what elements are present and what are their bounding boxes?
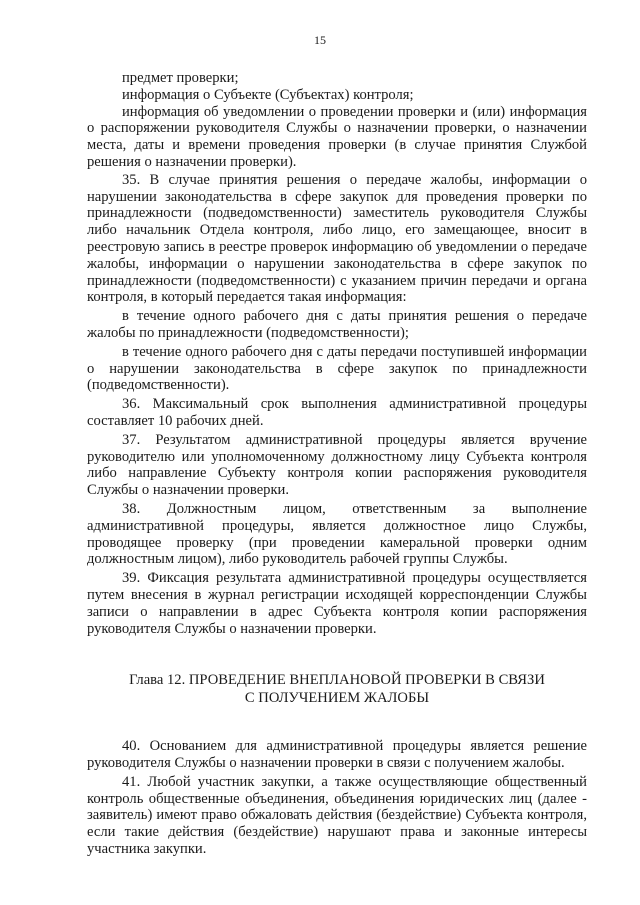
list-item-notification-info: информация об уведомлении о проведении проверки и (или) информация о распоряжении руководителя Службы о назначении проверки, о назначении места, даты и времени проведения проверки (в случае принятия Службой решения о назначении проверки). (87, 103, 587, 170)
list-item-subject: предмет проверки; (122, 70, 239, 86)
paragraph-40: 40. Основанием для административной процедуры является решение руководителя Службы о назначении проверки в связи с получением жалобы. (87, 738, 587, 772)
paragraph-38: 38. Должностным лицом, ответственным за выполнение административной процедуры, является должностное лицо Службы, проводящее проверку (при проведении камеральной проверки одним должностным лицом), либо руководитель рабочей группы Службы. (87, 500, 587, 568)
paragraph-35-item-2: в течение одного рабочего дня с даты передачи поступившей информации о нарушении законодательства в сфере закупок по принадлежности (подведомственности). (87, 343, 587, 394)
chapter-heading-line-1: Глава 12. ПРОВЕДЕНИЕ ВНЕПЛАНОВОЙ ПРОВЕРКИ В СВЯЗИ (129, 672, 545, 689)
paragraph-39: 39. Фиксация результата административной процедуры осуществляется путем внесения в журнал регистрации исходящей корреспонденции Службы записи о направлении в адрес Субъекта контроля копии распоряжения руководителя Службы о назначении проверки. (87, 570, 587, 637)
document-body (87, 70, 587, 858)
list-item-entity-info: информация о Субъекте (Субъектах) контроля; (122, 86, 414, 103)
chapter-heading-line-2: С ПОЛУЧЕНИЕМ ЖАЛОБЫ (244, 690, 430, 707)
paragraph-41: 41. Любой участник закупки, а также осуществляющие общественный контроль общественные объединения, объединения юридических лиц (далее - заявитель) имеют право обжаловать действия (бездействие) Субъекта контроля, если такие действия (бездействие) нарушают права и законные интересы участника закупки. (87, 773, 587, 858)
paragraph-36: 36. Максимальный срок выполнения административной процедуры составляет 10 рабочих дней. (87, 396, 587, 429)
paragraph-37: 37. Результатом административной процедуры является вручение руководителю или уполномоченному должностному лицу Субъекта контроля либо направление Субъекту контроля копии распоряжения руководителя Службы о назначении проверки. (87, 431, 587, 499)
chapter-heading (87, 671, 587, 707)
page-number: 15 (314, 33, 326, 47)
paragraph-35-item-1: в течение одного рабочего дня с даты принятия решения о передаче жалобы по принадлежности (подведомственности); (87, 308, 587, 341)
paragraph-35: 35. В случае принятия решения о передаче жалобы, информации о нарушении законодательства в сфере закупок для проведения проверки по принадлежности (подведомственности) заместитель руководителя Службы либо начальник Отдела контроля, либо лицо, его замещающее, вносит в реестровую запись в реестре проверок информацию об уведомлении о передаче жалобы, информации о нарушении законодательства в сфере закупок по принадлежности (подведомственности) с указанием причин передачи и органа контроля, в который передается такая информация: (87, 171, 587, 306)
